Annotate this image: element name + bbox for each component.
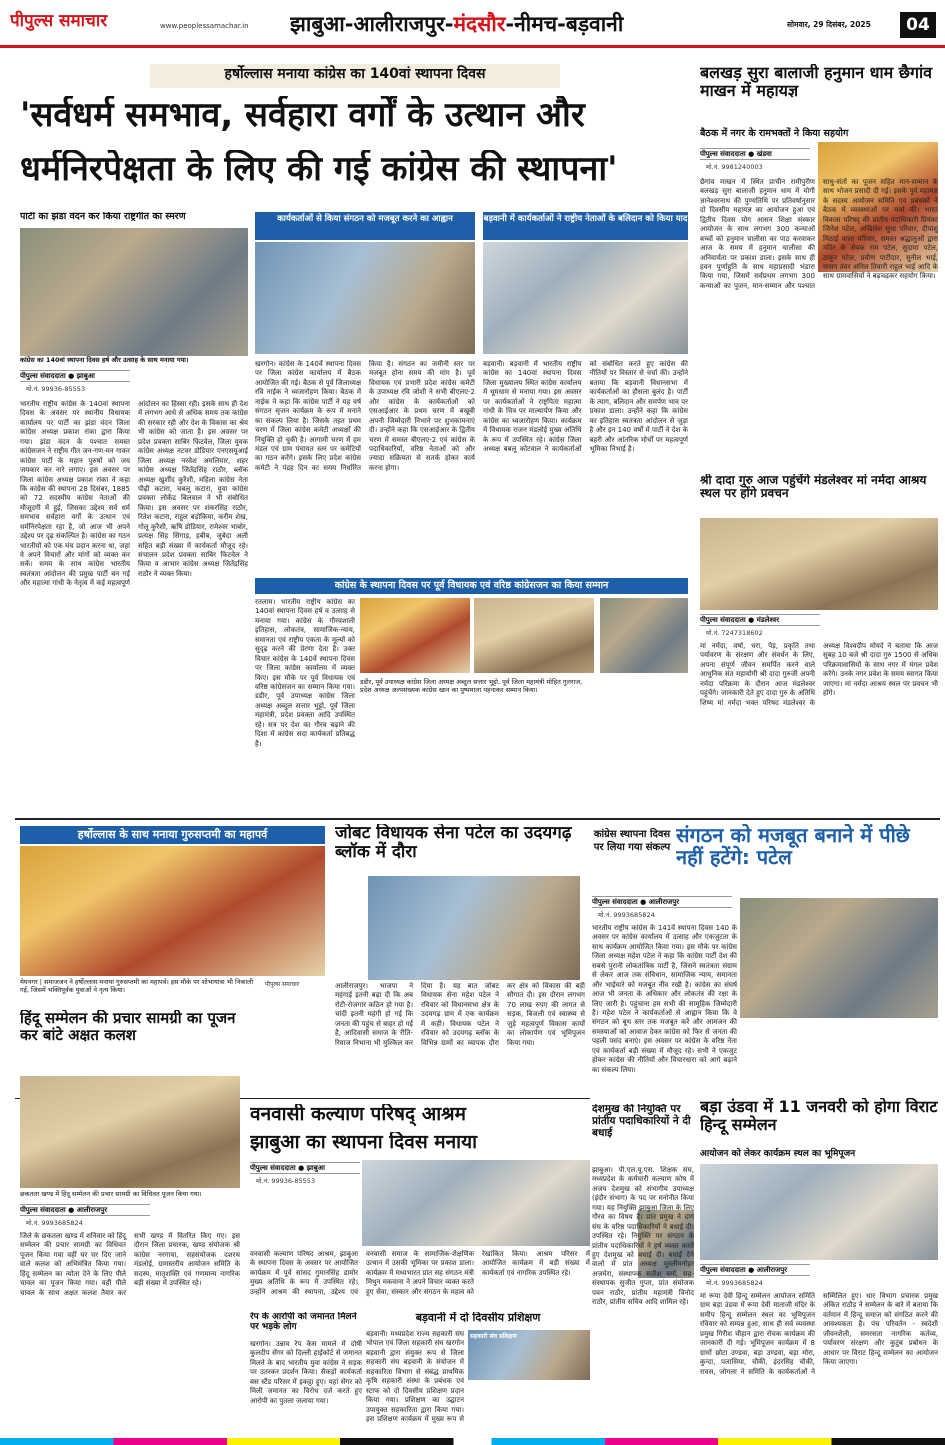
- lead-headline-line1: 'सर्वधर्म समभाव, सर्वहारा वर्गों के उत्थान और: [20, 96, 585, 135]
- vanvasi-body: वनवासी कल्याण परिषद आश्रम, झाबुआ के स्थापना दिवस के अवसर पर आयोजित कार्यक्रम में पूर्व सांसद गुमानसिंह डामोर मुख्य अतिथि के रूप में उपस्थित रहे। उन्होंने आश्रम की स्थापना, उद्देश्य एवं वनवासी समाज के सामाजिक-शैक्षणिक उत्थान में उसकी भूमिका पर प्रकाश डाला। कार्यक्रम में मध्यभारत प्रांत सह संगठन मंत्री मिथुन मकवाना ने अपने विचार व्यक्त करते हुए सेवा, संस्कार और संगठन के महत्व को रेखांकित किया। आश्रम परिसर में आयोजित कार्यक्रम में बड़ी संख्या में कार्यकर्ता एवं नागरिक उपस्थित रहे।: [250, 1250, 590, 1296]
- edition-part-3: -नीमच-बड़वानी: [505, 12, 624, 36]
- right1-body: छैगांव माखन में स्थित प्राचीन रामीपुरीण बलखड़ सुरा बालाजी हनुमान धाम में योगी ज्ञानेश्वरनाथ की पुण्यतिथि पर प्रतिवर्षानुसार दो दिवसीय महायज्ञ का आयोजन हुआ एवं द्वितीय दिवस योग आसन शिक्षा संस्कार आयोजन के साथ लगभग 300 कन्याओं बच्चों को हनुमान चालीसा का पाठ करवाकर आज के समय में हनुमान चालीसा की अनिवार्यता पर प्रकाश डाला। इसके साथ ही हवन पूर्णाहुति के साथ महाप्रसादी भंडारा किया गया, जिसमें सर्वप्रथम लगभग 300 कन्याओं का पूजन, मान-सम्मान और पश्चात साधु-संतों का पूजन सहित मान-सम्मान के साथ भोजन प्रसादी दी गई। इसके पूर्व महायज्ञ के सदस्य आयोजन समिति एवं प्रबंधकों ने बैठक में व्यवस्थाओं पर चर्चा की। भारत विकास परिषद् की प्रांतीय पदाधिकारी प्रियंका जिनेश पटेल, अखिलेश सुधा परिवार, दीपांशु मिठाई वाला परिवार, समस्त श्रद्धालुओं द्वारा मंदिर के सेवक राम पटेल, सुदामा पटेल, ठाकुर पटेल, प्रवीण पाटीदार, सुनील भाई, वासन तंवर अनिल तिवारी राहुल भाई आदि के साथ ग्रामवासियों ने बढ़चढ़कर सहयोग किया।: [700, 178, 938, 290]
- lead-sub1-heading: पार्टी का झंडा वंदन कर किया राष्ट्रगीत का स्मरण: [20, 212, 186, 222]
- deshmukh-headline: देशमुख की नियुक्ति पर प्रांतीय पदाधिकारियों ने दी बधाई: [592, 1104, 691, 1139]
- vanvasi-phone: मो.नं. 99936-85553: [256, 1177, 316, 1185]
- hindu-byline: पीपुल्स संवाददाता ● आलीराजपुर: [20, 1204, 150, 1216]
- lead-blue-bar: कांग्रेस के स्थापना दिवस पर पूर्व विधायक एवं वरिष्ठ कांग्रेसजन का किया सम्मान: [255, 578, 688, 594]
- sangathan-headline: संगठन को मजबूत बनाने में पीछे नहीं हटेंगे: पटेल: [676, 824, 910, 870]
- sangathan-byline: पीपुल्स संवाददाता ● आलीराजपुर: [592, 896, 732, 908]
- hindu-phone: मो.नं. 9993685824: [26, 1219, 83, 1227]
- baraundva-byline: पीपुल्स संवाददाता ● आलीराजपुर: [700, 1264, 810, 1276]
- right1-body2: मां नर्मदा, वर्षा, धरा, पेड़, प्रकृति तथा पर्यावरण के संरक्षण और संवर्धन के लिए, अपना संपूर्ण जीवन समर्पित करने वाले आधुनिक संत महायोगी श्री दादा गुरुजी अपनी नर्मदा परिक्रमा के दौरान आज मंडलेश्वर पहुंचेंगे। जानकारी देते हुए दादा गुरु के अतिथि शिष्य मां नर्मदा भक्त परिषद मंडलेश्वर के अध्यक्ष विश्वदीप मोयदे ने बताया कि आज सुबह 10 बजे श्री दादा गुरु 1500 से अधिक परिक्रमावासियों के साथ नगर में मंगल प्रवेश करेंगे। उनके नगर प्रवेश के समय स्वागत किया जाएगा। मां नर्मदा आश्रय स्थल पर प्रवचन भी होंगे।: [700, 642, 938, 707]
- right1-headline2: श्री दादा गुरु आज पहुंचेंगे मंडलेश्वर मां नर्मदा आश्रय स्थल पर होंगे प्रवचन: [700, 474, 927, 501]
- guru-photo: [20, 846, 325, 976]
- date: सोमवार, 29 दिसंबर, 2025: [787, 20, 871, 29]
- masthead: [0, 0, 945, 48]
- lead-blue-photo-1: [360, 598, 470, 673]
- website: www.peoplessamachar.in: [160, 22, 249, 30]
- deshmukh-body: झाबुआ। पी.एल.यू.एस. शिक्षक संघ, मध्यप्रदेश के कर्मचारी कल्याण कोष में अजय देशमुख को संभागीय उपाध्यक्ष (इंदौर संभाग) के पद पर मनोनीत किया गया। यह नियुक्ति झाबुआ जिला के लिए गौरव का विषय है। प्रांत प्रमुख ने दाग संघ के वरिष्ठ पदाधिकारियों ने बधाई दी। उपस्थित रहे। नियुक्ति पर संगठन के प्रांतीय पदाधिकारियों ने हर्ष व्यक्त करते हुए देशमुख को बधाई दी। बधाई देने वालों में प्रांत अध्यक्ष मुरलीमनोहर अजमेरा, संस्थापक सतीश वर्मा, सह-संस्थापक सुजीत गुप्ता, प्रांत संयोजक पवन राठौर, प्रांतीय महामंत्री विनोद राठौर, प्रांतीय सचिव आदि शामिल रहे।: [592, 1166, 694, 1307]
- lead-sub3-photo: [483, 242, 688, 354]
- registration-bar: [0, 1438, 945, 1445]
- right1-headline: बलखड़ सुरा बालाजी हनुमान धाम छैगांव माखन में महायज्ञ: [700, 64, 933, 100]
- lead-sub1-body: भारतीय राष्ट्रीय कांग्रेस के 140वां स्थापना दिवस के अवसर पर स्थानीय विधायक कार्यालय पर पार्टी का झंडा वंदन जिला कांग्रेस अध्यक्ष प्रकाश रांका द्वारा किया गया। झंडा वंदन के पश्चात समस्त कांग्रेसजन ने राष्ट्रीय गीत जन-गण-मन गाकर कांग्रेस पार्टी के महान पुरुषों को जय जयकार कर नारे लगाए। इस अवसर पर जिला कांग्रेस अध्यक्ष प्रकाश रांका ने कहा कि कांग्रेस की स्थापना 28 दिसंबर, 1885 को 72 सदस्यीय कांग्रेस नेताओं की मौजूदगी में हुई, जिसका उद्देश्य सर्व धर्म समभाव सर्वहारा वर्गों के उत्थान एवं धर्मनिरपेक्षता रहा है, जो आज भी अपने उद्देश्य पर दृढ़ संकल्पित है। कांग्रेस का गठन भारतीयों को एक मंच प्रदान करना था, जहां वे अपने विचारों और मांगों को व्यक्त कर सकें। समय के साथ कांग्रेस भारतीय स्वतंत्रता आंदोलन की प्रमुख पार्टी बन गई और महात्मा गांधी के नेतृत्व में कई महत्वपूर्ण आंदोलन का हिस्सा रही। इसके साथ ही देश में लगभग आधे से अधिक समय तक कांग्रेस की सरकार रही और देश के विकास का श्रेय भी कांग्रेस को जाता है। इस अवसर पर प्रदेश प्रवक्ता साबिर फिटवेल, जिला युवक कांग्रेस अध्यक्ष नटवर डोडियार एनएसयूआई जिला अध्यक्ष नरवेश अमलियार, शहर कांग्रेस अध्यक्ष जितेंद्रसिंह राठौर, ब्लॉक अध्यक्ष खुर्शीद कुरैशी, महिला कांग्रेस नेता पीढ़ी कटारा, चबलू कटारा, युवा कांग्रेस प्रवक्ता लोकेंद्र बिलवाल ने भी संबोधित किया। इस अवसर पर शंकरसिंह राठौर, रितेश कटारा, राहुल बड़ोकिया, करीम शेख, गोलू कुरैशी, ऋषि डोडियार, रामेश्वर भाबोर, प्रत्यक्ष सिंह सिंगाड़, हबीब, जुबेदा अली सहित बड़ी संख्या में कार्यकर्ता मौजूद रहे। संचालन प्रदेश प्रवक्ता साबिर फिटवेल ने किया व आभार कांग्रेस अध्यक्ष जितेंद्रसिंह राठौर ने व्यक्त किया।: [20, 400, 248, 588]
- sangathan-body-cont: [740, 1022, 938, 1094]
- lead-sub3-body: बड़वानी। बड़वानी में भारतीय राष्ट्रीय कांग्रेस का 140वां स्थापना दिवस जिला मुख्यालय स्थित कांग्रेस कार्यालय में धूमधाम से मनाया गया। इस अवसर पर कार्यकर्ताओं ने राष्ट्रपिता महात्मा गांधी के चित्र पर माल्यार्पण किया और कांग्रेस का ध्वजारोहण किया। कार्यक्रम में विधायक राजन मंडलोई मुख्य अतिथि के रूप में उपस्थित रहे। कांग्रेस जिला अध्यक्ष बबलू कोटवाल ने कार्यकर्ताओं को संबोधित करते हुए कांग्रेस की नीतियों पर विस्तार से चर्चा की। उन्होंने बताया कि बड़वानी विधानसभा में कार्यकर्ताओं का हौसला बुलंद है। पार्टी के त्याग, बलिदान और समर्पण भाव पर प्रकाश डाला। उन्होंने कहा कि कांग्रेस का इतिहास स्वतंत्रता आंदोलन से जुड़ा है और इन 140 वर्षों में पार्टी ने देश के बहरी और आंतरिक मोर्चों पर महत्वपूर्ण भूमिका निभाई है।: [483, 360, 688, 453]
- sangathan-body: भारतीय राष्ट्रीय कांग्रेस के 141वें स्थापना दिवस 140 के अवसर पर कांग्रेस कार्यालय में उत्साह और एकजुटता के साथ कार्यक्रम आयोजित किया गया। इस मौके पर कांग्रेस जिला अध्यक्ष महेश पटेल ने कहा कि कांग्रेस पार्टी देश की सबसे पुरानी लोकतांत्रिक पार्टी है, जिसने स्वतंत्रता संग्राम से लेकर आज तक संविधान, सामाजिक न्याय, समानता और भाईचारे को मजबूत नींव रखी है। कांग्रेस का संघर्ष आज भी जनता के अधिकार और लोकतंत्र की रक्षा के लिए जारी है। पहुंचाना हम सभी की सामूहिक जिम्मेदारी है। महेश पटेल ने कार्यकर्ताओं से आह्वान किया कि वे संगठन को बूथ स्तर तक मजबूत करें और आमजन की समस्याओं को आवाज देकर कांग्रेस को फिर से जनता की पहली पसंद बनाएं। इस अवसर पर कांग्रेस के वरिष्ठ नेता एवं कार्यकर्ता बड़ी संख्या में मौजूद रहे। सभी ने एकजुट होकर कांग्रेस की नीतियों और विचारधारा को आगे बढ़ाने का संकल्प लिया।: [592, 924, 737, 1074]
- lead-sub1-byline: पीपुल्स संवाददाता ● झाबुआ: [20, 370, 130, 382]
- sangathan-photo: [740, 898, 938, 1018]
- vanvasi-body-left: [250, 1190, 358, 1246]
- right1-photo2: [700, 518, 938, 610]
- lead-blue-photo-2: [474, 598, 594, 673]
- right1-phone2: मो.नं. 7247318602: [706, 629, 763, 637]
- lead-blue-photo-3: [600, 598, 688, 673]
- vanvasi-headline-line2: झाबुआ का स्थापना दिवस मनाया: [250, 1132, 478, 1153]
- lead-sub1-caption: कांग्रेस का 140वां स्थापना दिवस हर्ष और उत्साह के साथ मनाया गया।: [20, 356, 189, 364]
- vanvasi-headline-line1: वनवासी कल्याण परिषद् आश्रम: [250, 1104, 466, 1125]
- lead-kicker: हर्षोल्लास मनाया कांग्रेस का 140वां स्थापना दिवस: [150, 64, 560, 88]
- jobat-headline: जोबट विधायक सेना पटेल का उदयगढ़ ब्लॉक में दौरा: [335, 824, 572, 863]
- right1-sub: बैठक में नगर के रामभक्तों ने किया सहयोग: [700, 128, 849, 139]
- right1-byline: पीपुल्स संवाददाता ● खंडवा: [700, 148, 810, 160]
- baraundva-photo: [700, 1164, 938, 1260]
- page-number: 04: [900, 12, 936, 38]
- edition-title: [290, 10, 760, 40]
- guru-headline: हर्षोल्लास के साथ मनाया गुरुसप्तमी का महापर्व: [20, 826, 325, 844]
- vanvasi-photo: [362, 1160, 590, 1246]
- divider-middle: [15, 818, 940, 820]
- vanvasi-sub-body: खरगोन। उन्नाव रेप केस मामले में दोषी कुलदीप सेंगर को दिल्ली हाईकोर्ट से जमानत मिलने के बाद भारतीय युवा कांग्रेस ने सड़क पर उतरकर प्रदर्शन किया। सैकड़ों कार्यकर्ता बस स्टैंड परिसर में इकट्ठा हुए। यहां सेंगर को मिली जमानत का विरोध दर्ज करते हुए आरोपी का पुतला जलाया गया।: [250, 1340, 362, 1405]
- lead-sub1-phone: मो.नं. 99936-85553: [26, 385, 86, 393]
- lead-sub2-heading: कार्यकर्ताओं से किया संगठन को मजबूत करने का आह्वान: [255, 212, 475, 240]
- barwani-headline: बड़वानी में दो दिवसीय प्रशिक्षण: [415, 1312, 541, 1324]
- guru-caption: मेघनगर | समाजजन ने हर्षोल्लास मनाया गुरुसप्तमी का महापर्व। इस मौके पर शोभायात्रा भी निकाली गई, जिसमें भक्तिपूर्वक युवाओं ने नृत्य किया।: [20, 978, 254, 995]
- sangathan-phone: मो.नं. 9993685824: [598, 911, 655, 919]
- lead-sub2-body: खरगोन। कांग्रेस के 140वें स्थापना दिवस पर जिला कांग्रेस कार्यालय में बैठक आयोजित की गई। बैठक से पूर्व जिलाध्यक्ष रवि नाईक ने ध्वजारोहण किया। बैठक में नाईक ने कहा कि कांग्रेस पार्टी ने यह वर्ष संगठन सृजन कार्यक्रम के रूप में मनाने का संकल्प लिया है। जिसके तहत प्रथम चरण में जिला कांग्रेस कमेटी अध्यक्षों की नियुक्ति हो चुकी है। आगामी चरण में हम मंडल एवं ग्राम पंचायत स्तर पर कमेटियों का गठन करेंगे। इसके लिए प्रदेश कांग्रेस कमेटी ने पंद्रह दिन का समय निर्धारित किया है। संगठन का जमीनी स्तर पर मजबूत होना समय की मांग है। पूर्व विधायक एवं प्रभारी प्रदेश कांग्रेस कमेटी के उपाध्यक्ष रवि जोशी ने सभी बीएलए-2 और कांग्रेस के कार्यकर्ताओं को एसआईआर के प्रथम चरण में बखूबी अपनी जिम्मेदारी निभाने पर शुभकामनाएं दी। उन्होंने कहा कि एसआईआर के द्वितीय चरण में समस्त बीएलए-2 एवं कांग्रेस के पदाधिकारियों, वरिष्ठ नेताओं को और ज्यादा सक्रियता से सतर्क होकर कार्य करना होगा।: [255, 360, 475, 472]
- barwani-photo-caption: सहकारी संघ प्रशिक्षण: [470, 1333, 517, 1340]
- barwani-body: बड़वानी। मध्यप्रदेश राज्य सहकारी संघ भोपाल एवं जिला सहकारी संघ खरगोन बड़वानी द्वारा संयुक्त रूप से जिला सहकारी संघ बड़वानी के संयोजन में सहकारिता विभाग से संबंद्ध प्राथमिक कृषि सहकारी संस्था के प्रबंधक एवं स्टाफ को दो दिवसीय प्रशिक्षण प्रदान किया गया। प्रशिक्षण का उद्घाटन उपायुक्त सहकारिता द्वारा किया गया। इस प्रशिक्षण कार्यक्रम में मुख्य रूप से: [366, 1330, 464, 1423]
- sangathan-kicker: कांग्रेस स्थापना दिवस पर लिया गया संकल्प: [593, 829, 671, 853]
- lead-headline-line2: धर्मनिरपेक्षता के लिए की गई कांग्रेस की स्थापना': [20, 150, 618, 189]
- baraundva-sub: आयोजन को लेकर कार्यक्रम स्थल का भूमिपूजन: [700, 1149, 856, 1159]
- lead-sub1-photo: [20, 228, 248, 356]
- right1-phone: मो.नं. 9981240003: [706, 163, 763, 171]
- edition-part-2: मंदसौर: [453, 12, 506, 36]
- lead-sub3-heading: बड़वानी में कार्यकर्ताओं ने राष्ट्रीय नेताओं के बलिदान को किया याद: [483, 212, 688, 240]
- logo: [10, 8, 160, 34]
- vanvasi-byline: पीपुल्स संवाददाता ● झाबुआ: [250, 1162, 360, 1174]
- jobat-body: आलीराजपुर। भाजपा ने महंगाई इतनी बढ़ा दी कि अब रोटी-रोजगार कठिन हो गया है। चांदी इतनी महंगी हो गई कि जनता की पहुंच से बाहर हो गई है, आदिवासी समाज के रीति-रिवाज निभाना भी मुश्किल कर दिया है। यह बात जोबट विधायक सेना महेश पटेल ने रविवार को विधानसभा क्षेत्र के उदयगढ़ ग्राम में एक कार्यक्रम में कही। विधायक पटेल ने रविवार को उदयगढ़ ब्लॉक के विभिन्न ग्रामों का व्यापक दौरा कर क्षेत्र को विकास की बड़ी सौगात दी। इस दौरान लगभग 70 लाख रुपए की लागत से सड़क, बिजली एवं स्वास्थ्य से जुड़े महत्वपूर्ण विकास कार्यों का लोकार्पण एवं भूमिपूजन किया गया।: [335, 982, 585, 1047]
- guru-credit: पीपुल्स समाचार: [265, 981, 300, 988]
- baraundva-body: मां रूपा देवी हिन्दू सम्मेलन आयोजन समिति ग्राम बड़ा उंडवा में रूपा देवी माताजी मंदिर के समीप हिन्दू सम्मेलन स्थल का भूमिपूजन रविवार को सम्पन्न हुआ, साथ ही सर्व व्यवस्था प्रमुख गिरीश चौहान द्वारा रोचक कार्यक्रम की जानकारी दी गई। भूमिपूजन कार्यक्रम में 8 ग्रामों छोटा उण्डवा, बड़ा उण्डवा, बड़ा मोरा, कुन्दा, पलासिया, चौकी, इंदरसिंह चौकी, रावस, जोगला ने समिति के कार्यकर्ताओं ने सम्मिलित हुए। धार विभाग प्रचारक प्रमुख अंकित राठौड़ ने सम्मेलन के बारे में बताया कि वर्तमान में हिन्दू समाज को संगठित करने की आवश्यकता है। पंच परिवर्तन - स्वदेशी जीवनशैली, समरसता नागरिक कर्तव्य, पर्यावरण संरक्षण और कुटुंब प्रबोधन के आधार पर विराट हिन्दू सम्मेलन का आयोजन किया जाएगा।: [700, 1292, 938, 1376]
- hindu-headline: हिंदू सम्मेलन की प्रचार सामग्री का पूजन कर बांटे अक्षत कलश: [20, 1010, 236, 1044]
- logo-text: पीपुल्स समाचार: [10, 11, 108, 31]
- hindu-caption: छकतला खण्ड में हिंदू सम्मेलन की प्रचार सामग्री का विधिवत पूजन किया गया।: [20, 1190, 202, 1198]
- hindu-photo: [20, 1076, 240, 1188]
- baraundva-phone: मो.नं. 9993685824: [706, 1279, 763, 1287]
- edition-part-1: झाबुआ-आलीराजपुर-: [290, 12, 454, 36]
- lead-sub2-photo: [255, 242, 475, 354]
- vanvasi-sub-headline: रेप के आरोपी को जमानत मिलने पर भड़के लोग: [250, 1312, 357, 1333]
- right1-byline2: पीपुल्स संवाददाता ● मंडलेश्वर: [700, 614, 820, 626]
- jobat-photo: [368, 876, 580, 980]
- lead-blue-body: रतलाम। भारतीय राष्ट्रीय कांग्रेस का 140वां स्थापना दिवस हर्ष व उत्साह से मनाया गया। कांग्रेस के गौरवशाली इतिहास, लोकतंत्र, सामाजिक-न्याय, समानता एवं राष्ट्रीय एकता के मूल्यों को सुदृढ़ करने की प्रेरणा देता है। उक्त विचार कांग्रेस के 140वें स्थापना दिवस पर जिला कांग्रेस कार्यालय में व्यक्त किए। इस मौके पर पूर्व विधायक एवं वरिष्ठ कांग्रेसजन का सम्मान किया गया। डडीर, पूर्व उपाध्यक्ष कांग्रेस जिला अध्यक्ष अब्दुल सत्तार भुट्टो, पूर्व जिला महामंत्री, प्रदेश प्रवक्ता आदि उपस्थित रहे। सत्र पर देश का गौरव बढ़ाने की दिशा में कांग्रेस सदा कार्यकर्ता प्रतिबद्ध है।: [255, 598, 355, 748]
- baraundva-headline: बड़ा उंडवा में 11 जनवरी को होगा विराट हिन्दू सम्मेलन: [700, 1098, 938, 1134]
- hindu-body: जिले के छकतला खण्ड में शनिवार को हिंदू सम्मेलन की प्रचार सामग्री का विधिवत पूजन किया गया वहीं घर घर दिए जाने वाले कलश को अभिमंत्रित किया गया। हिंदू सम्मेलन का न्योता देने के लिए पीले चावल का पूजन किया गया। वहीं पीले चावल के साथ अक्षत कलश तैयार कर सभी खण्ड में वितरित किए गए। इस दौरान जिला प्रचारक, खण्ड संयोजक श्री कांग्रेस नरगावा, सहसंयोजक दशरथ मंडलोई, ग्रामस्तरीय आयोजन समिति के सदस्य, मातृशक्ति एवं गणमान्य नागरिक बड़ी संख्या में उपस्थित रहे।: [20, 1232, 240, 1297]
- lead-blue-caption: डडीर, पूर्व उपाध्यक्ष कांग्रेस जिला अध्यक्ष अब्दुल सत्तार भुट्टो, पूर्व जिला महामंत्री मोहित गुलराज, प्रदेश अध्यक्ष अल्पसंख्यक कांग्रेस खान का पुष्पमाला पहनाकर सम्मान किया।: [360, 678, 583, 695]
